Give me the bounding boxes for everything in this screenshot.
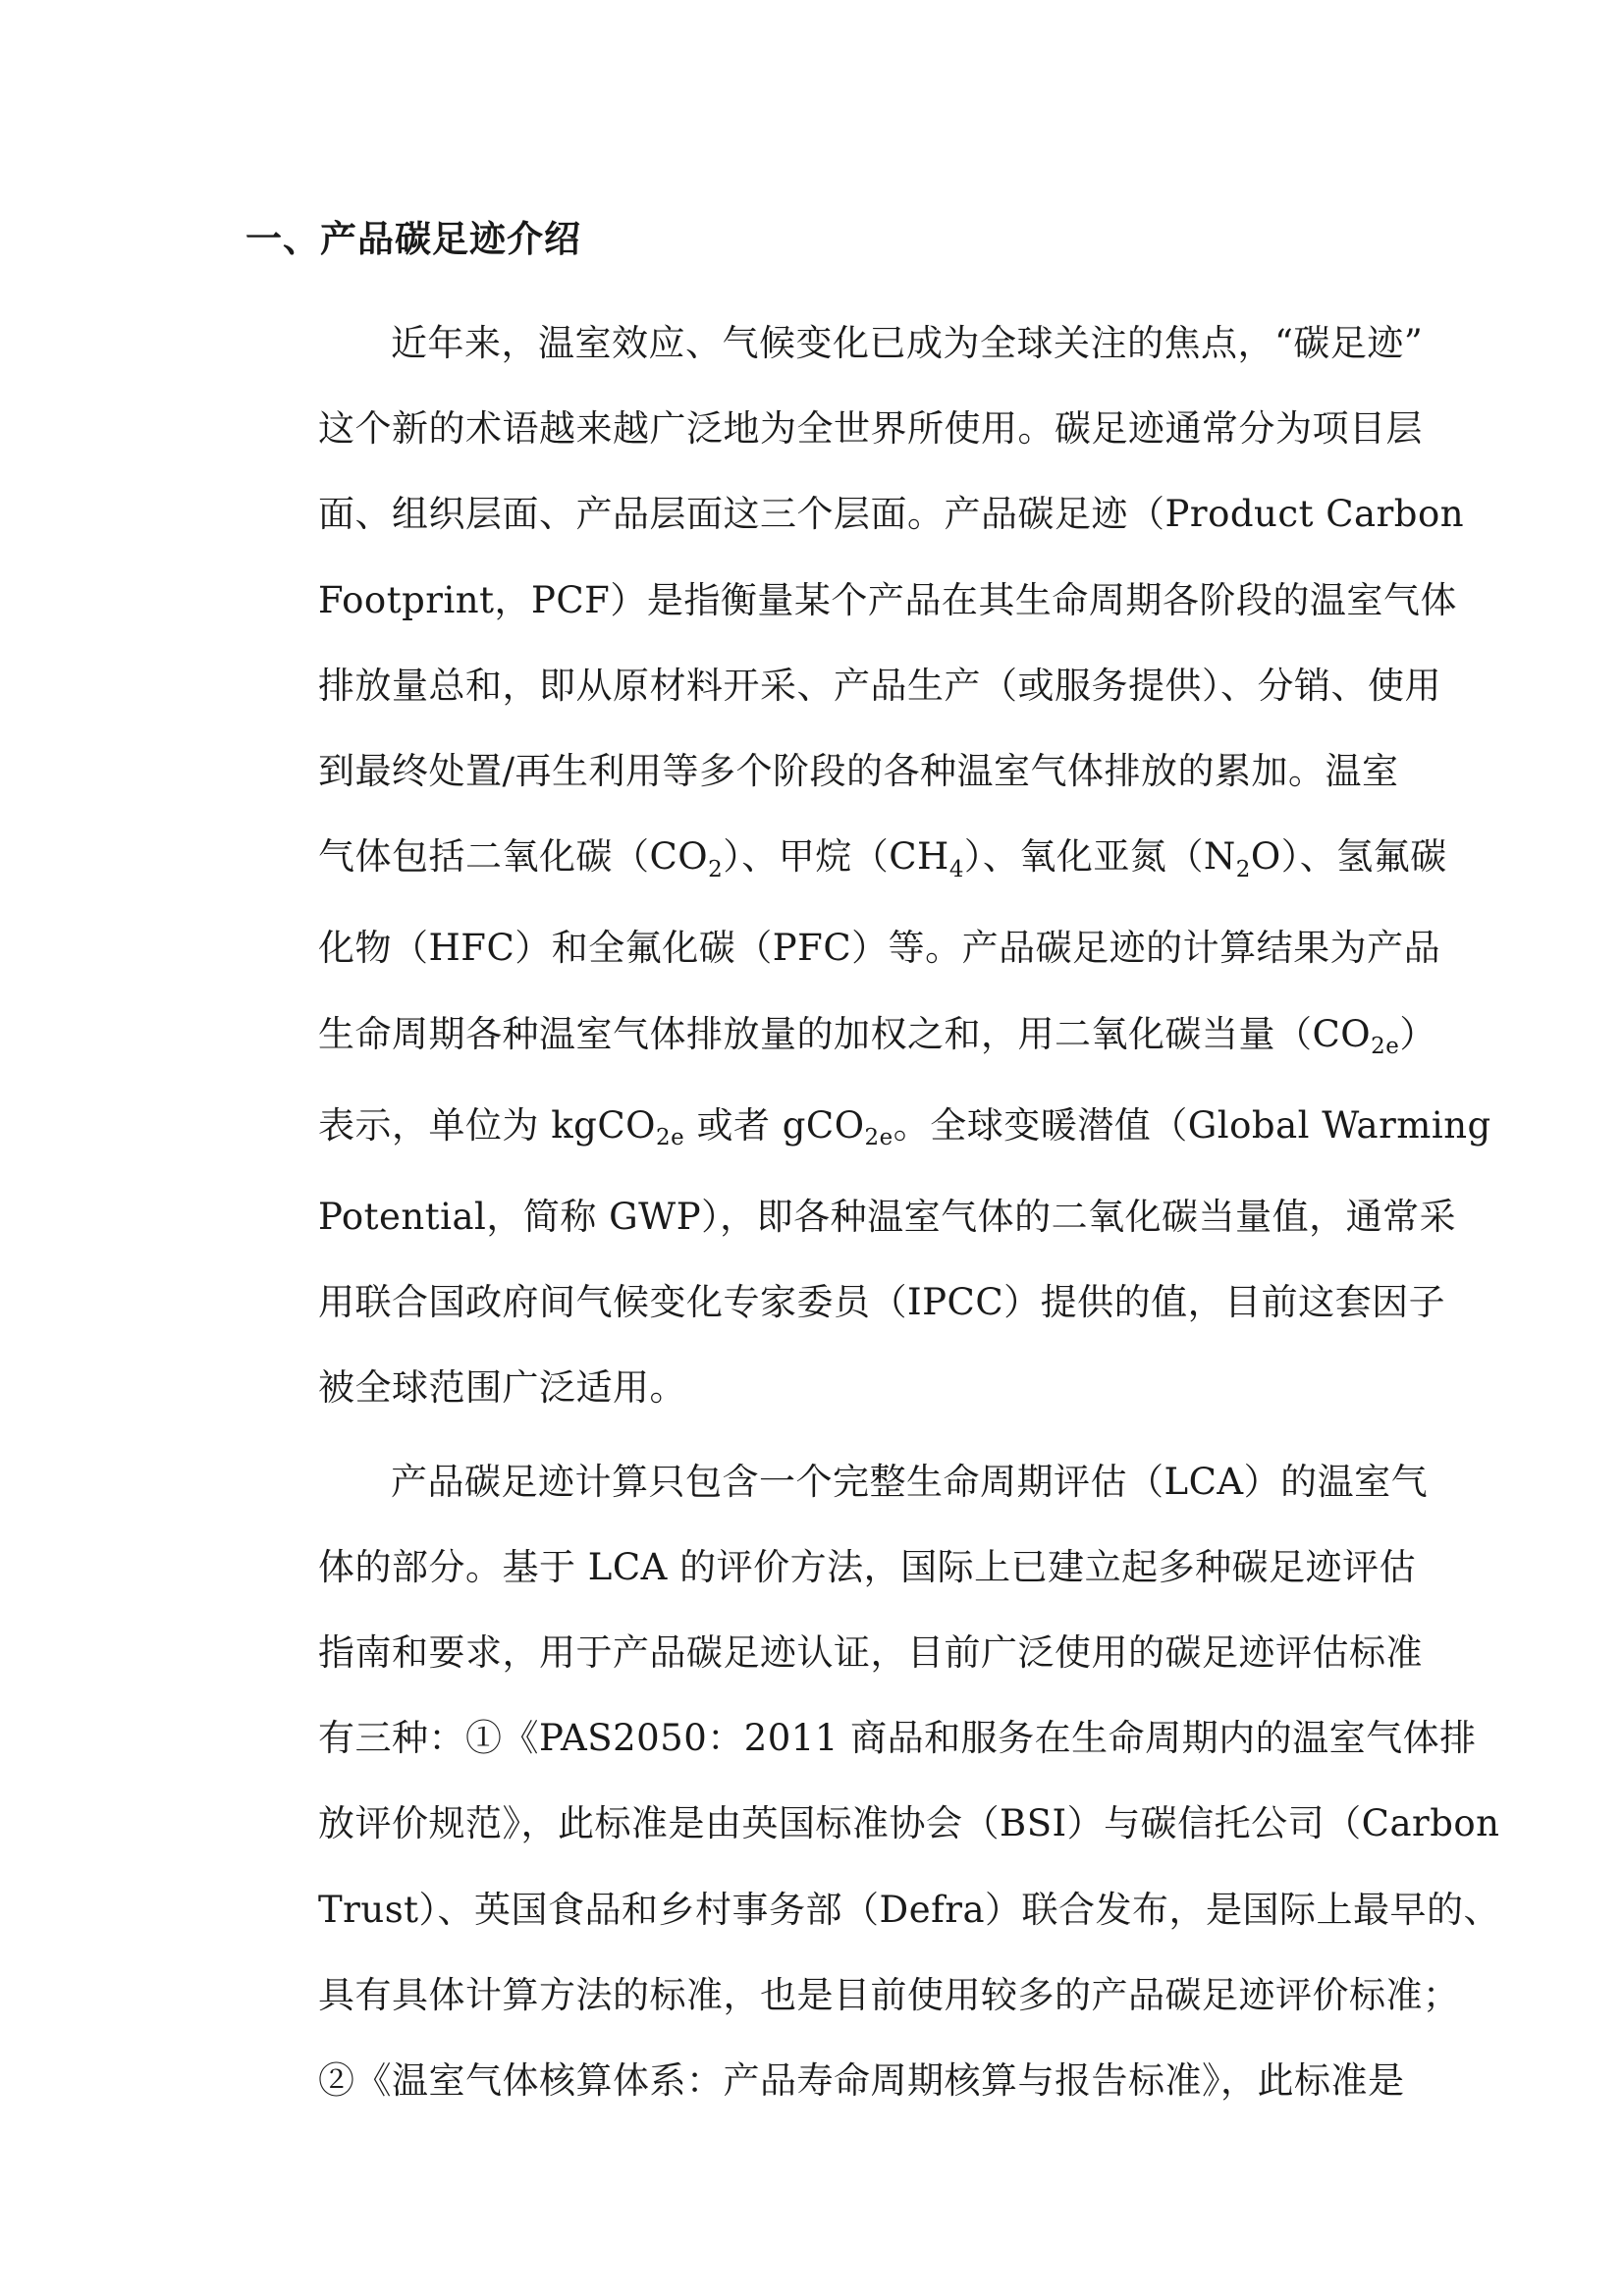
document-page: [245, 204, 1501, 2123]
text-line: 生命周期各种温室气体排放量的加权之和，用二氧化碳当量$(CO_{2e})$: [318, 1012, 1436, 1059]
text-line: 面、组织层面、产品层面这三个层面。产品碳足迹（Product Carbon: [318, 493, 1465, 536]
text-line: Trust）、英国食品和乡村事务部（Defra）联合发布，是国际上最早的、: [318, 1888, 1501, 1931]
text-line: ②《温室气体核算体系：产品寿命周期核算与报告标准》，此标准是: [318, 2059, 1405, 2103]
text-line: 化物（HFC）和全氟化碳（PFC）等。产品碳足迹的计算结果为产品: [318, 927, 1441, 970]
text-line: 到最终处置/再生利用等多个阶段的各种温室气体排放的累加。温室: [318, 750, 1399, 793]
text-line: 具有具体计算方法的标准，也是目前使用较多的产品碳足迹评价标准；: [318, 1973, 1460, 2016]
text-line: 排放量总和，即从原材料开采、产品生产（或服务提供）、分销、使用: [318, 664, 1441, 707]
text-line: 这个新的术语越来越广泛地为全世界所使用。碳足迹通常分为项目层: [318, 407, 1423, 451]
paragraph-pcf-standards: [245, 1439, 1501, 2124]
text-line: 用联合国政府间气候变化专家委员（IPCC）提供的值，目前这套因子: [318, 1281, 1446, 1324]
text-line: 放评价规范》，此标准是由英国标准协会（BSI）与碳信托公司（Carbon: [318, 1802, 1500, 1845]
text-line: 产品碳足迹计算只包含一个完整生命周期评估（LCA）的温室气: [391, 1460, 1429, 1503]
text-line: 气体包括二氧化碳$(CO_2)$、甲烷$(CH_4)$、氧化亚氮$(N_2O)$、氢氟碳: [318, 835, 1447, 882]
text-line: 被全球范围广泛适用。: [318, 1366, 686, 1410]
text-line: 指南和要求，用于产品碳足迹认证，目前广泛使用的碳足迹评估标准: [318, 1631, 1423, 1675]
text-line: 表示，单位为 kgCO$_{2e}$ 或者 gCO$_{2e}$。全球变暖潜值（Global Warming: [318, 1103, 1491, 1151]
text-line: Potential，简称 GWP），即各种温室气体的二氧化碳当量值，通常采: [318, 1196, 1457, 1239]
section-heading: 一、产品碳足迹介绍: [245, 217, 581, 260]
text-line: 近年来，温室效应、气候变化已成为全球关注的焦点，“碳足迹”: [391, 322, 1424, 364]
text-line: 有三种：①《PAS2050：2011 商品和服务在生命周期内的温室气体排: [318, 1717, 1477, 1760]
text-line: 体的部分。基于 LCA 的评价方法，国际上已建立起多种碳足迹评估: [318, 1545, 1417, 1588]
paragraph-pcf-intro: [245, 300, 1491, 1431]
text-line: Footprint，PCF）是指衡量某个产品在其生命周期各阶段的温室气体: [318, 578, 1457, 621]
